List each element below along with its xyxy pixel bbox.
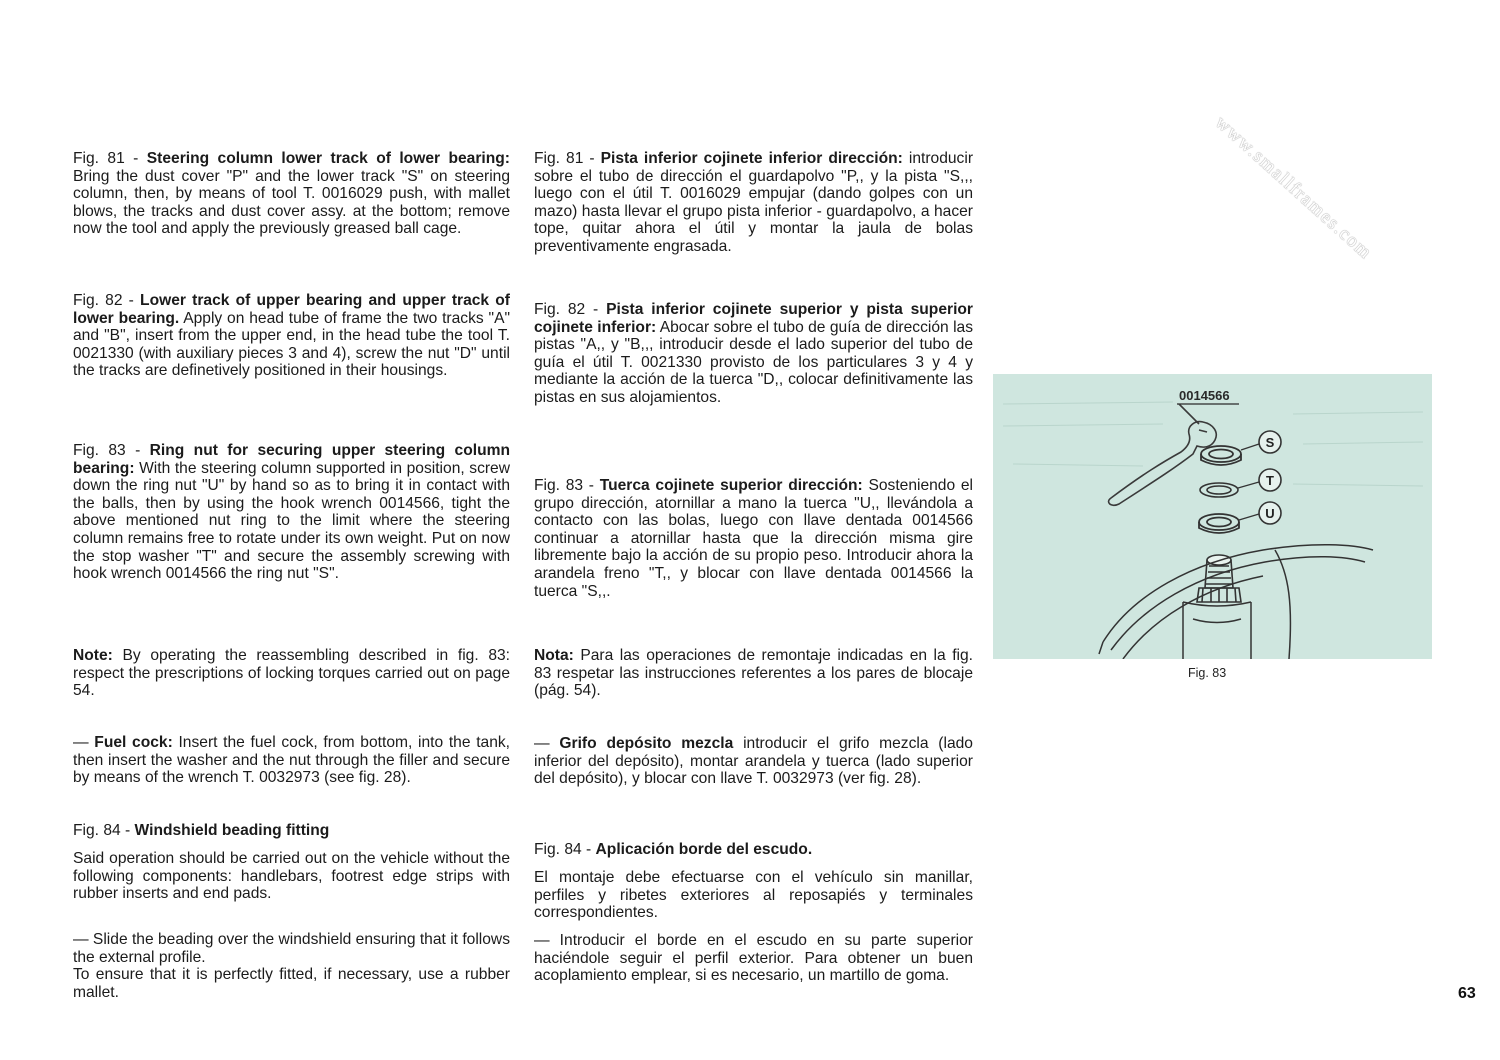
paragraph-es-fig82 xyxy=(534,301,973,407)
paragraph-body: — Introducir el borde en el escudo en su parte superior haciéndole seguir el perfil exterior. Para obtener un buen acoplamiento emplear, si es necesario, un martillo de goma. xyxy=(534,932,973,985)
paragraph-en-fig82 xyxy=(73,292,510,380)
paragraph-title: Ring nut for securing upper steering column bearing: xyxy=(73,442,510,477)
paragraph-title: Windshield beading fitting xyxy=(134,822,330,839)
paragraph-head: Fig. 81 - xyxy=(534,150,601,167)
figure-caption: Fig. 83 xyxy=(1188,666,1227,680)
paragraph-body: Said operation should be carried out on the vehicle without the following components: handlebars, footrest edge strips with rubber inserts and end pads. xyxy=(73,850,510,903)
stop-washer-t-icon xyxy=(1200,483,1238,497)
paragraph-es-introducir xyxy=(534,932,973,985)
paragraph-title: Steering column lower track of lower bearing: xyxy=(146,150,510,167)
ring-nut-s-icon xyxy=(1201,446,1241,465)
paragraph-body: Para las operaciones de remontaje indicadas en la fig. 83 respetar las instrucciones referentes a los pares de blocaje (pág. 54). xyxy=(534,647,973,700)
paragraph-title: Tuerca cojinete superior dirección: xyxy=(599,477,863,494)
page-number: 63 xyxy=(1458,985,1476,1002)
paragraph-es-grifo xyxy=(534,735,973,788)
paragraph-head: Fig. 84 - xyxy=(73,822,135,839)
paragraph-body: Insert the fuel cock, from bottom, into the tank, then insert the washer and the nut through the filler and secure by means of the wrench T. 0032973 (see fig. 28). xyxy=(73,734,511,787)
paragraph-head: — xyxy=(73,734,95,751)
paragraph-body: introducir el grifo mezcla (lado inferior del depósito), montar arandela y tuerca (lado superior del depósito), y blocar con llave T. 0032973 (ver fig. 28). xyxy=(534,735,973,788)
paragraph-en-fig84 xyxy=(73,822,510,840)
paragraph-en-fig83 xyxy=(73,442,510,583)
callout-t xyxy=(1259,469,1281,491)
paragraph-title: Note: xyxy=(73,647,113,664)
paragraph-title: Lower track of upper bearing and upper track of lower bearing. xyxy=(73,292,510,327)
paragraph-body: By operating the reassembling described in fig. 83: respect the prescriptions of locking torques carried out on page 54. xyxy=(73,647,510,700)
paragraph-en-slide xyxy=(73,931,510,1001)
paragraph-es-nota xyxy=(534,647,973,700)
ring-nut-u-icon xyxy=(1199,514,1239,533)
paragraph-body: Abocar sobre el tubo de guía de dirección las pistas "A,, y "B,,, introducir desde el lado superior del tubo de guía el útil T. 0021330 provisto de los particulares 3 y 4 y mediante la acción de la tuerca "D,, colocar definitivamente las pistas en sus alojamientos. xyxy=(534,318,973,406)
watermark: www.smallframes.com xyxy=(1210,112,1377,264)
figure-83-illustration xyxy=(993,374,1432,659)
callout-s-letter: S xyxy=(1265,435,1275,450)
paragraph-head: Fig. 82 - xyxy=(534,301,607,318)
paragraph-body: El montaje debe efectuarse con el vehículo sin manillar, perfiles y ribetes exteriores al reposapiés y terminales correspondientes. xyxy=(534,869,973,922)
callout-u-letter: U xyxy=(1265,506,1275,521)
paragraph-head: Fig. 83 - xyxy=(534,477,600,494)
paragraph-es-montaje xyxy=(534,869,973,922)
paragraph-body: — Slide the beading over the windshield ensuring that it follows the external profile. To ensure that it is perfectly fitted, if necessary, use a rubber mallet. xyxy=(73,931,510,1001)
paragraph-es-fig81 xyxy=(534,150,973,256)
paragraph-title: Pista inferior cojinete superior y pista superior cojinete inferior: xyxy=(534,301,974,336)
paragraph-en-note xyxy=(73,647,510,700)
paragraph-en-fuel-cock xyxy=(73,734,510,787)
paragraph-head: — xyxy=(534,735,560,752)
callout-u xyxy=(1259,502,1281,524)
paragraph-head: Fig. 82 - xyxy=(73,292,141,309)
paragraph-body: With the steering column supported in position, screw down the ring nut "U" by hand so as to bring it in contact with the balls, then by using the hook wrench 0014566, tight the above mentioned nut ring to the limit where the steering column remains free to rotate under its own weight. Put on now the stop washer "T" and secure the assembly screwing with hook wrench 0014566 the ring nut "S". xyxy=(73,459,510,583)
paragraph-title: Pista inferior cojinete inferior dirección: xyxy=(600,150,903,167)
head-tube-icon xyxy=(1183,602,1251,659)
paragraph-body: introducir sobre el tubo de dirección el guardapolvo "P,, y la pista "S,,, luego con el útil T. 0016029 empujar (dando golpes con un mazo) hasta llevar el grupo pista inferior - guardapolvo, a hacer tope, quitar ahora el útil y montar la jaula de bolas preventivamente engrasada. xyxy=(534,150,974,255)
callout-t-letter: T xyxy=(1266,473,1274,488)
paragraph-head: Fig. 84 - xyxy=(534,841,596,858)
paragraph-es-fig83 xyxy=(534,477,973,600)
paragraph-body: Bring the dust cover "P" and the lower track "S" on steering column, then, by means of tool T. 0016029 push, with mallet blows, the tracks and dust cover assy. at the bottom; remove now the tool and apply the previously greased ball cage. xyxy=(73,167,510,238)
paragraph-head: Fig. 83 - xyxy=(73,442,150,459)
paragraph-head: Fig. 81 - xyxy=(73,150,147,167)
callout-s xyxy=(1259,431,1281,453)
paragraph-en-said xyxy=(73,850,510,903)
paragraph-es-fig84 xyxy=(534,841,973,859)
paragraph-title: Grifo depósito mezcla xyxy=(559,735,734,752)
paragraph-title: Fuel cock: xyxy=(94,734,173,751)
paragraph-body: Apply on head tube of frame the two tracks "A" and "B", insert from the upper end, in the head tube the tool T. 0021330 (with auxiliary pieces 3 and 4), screw the nut "D" until the tracks are definetively positioned in their housings. xyxy=(73,309,511,380)
paragraph-body: Sosteniendo el grupo dirección, atornillar a mano la tuerca "U,, llevándola a contacto con las bolas, luego con llave dentada 0014566 continuar a atornillar hasta que la dirección misma gire libremente bajo la acción de su propio peso. Introducir ahora la arandela freno "T,, y blocar con llave dentada 0014566 la tuerca "S,,. xyxy=(534,477,974,600)
paragraph-title: Nota: xyxy=(534,647,574,664)
paragraph-title: Aplicación borde del escudo. xyxy=(595,841,813,858)
paragraph-en-fig81 xyxy=(73,150,510,238)
figure-drawing xyxy=(993,374,1432,659)
tool-label: 0014566 xyxy=(1179,388,1230,403)
